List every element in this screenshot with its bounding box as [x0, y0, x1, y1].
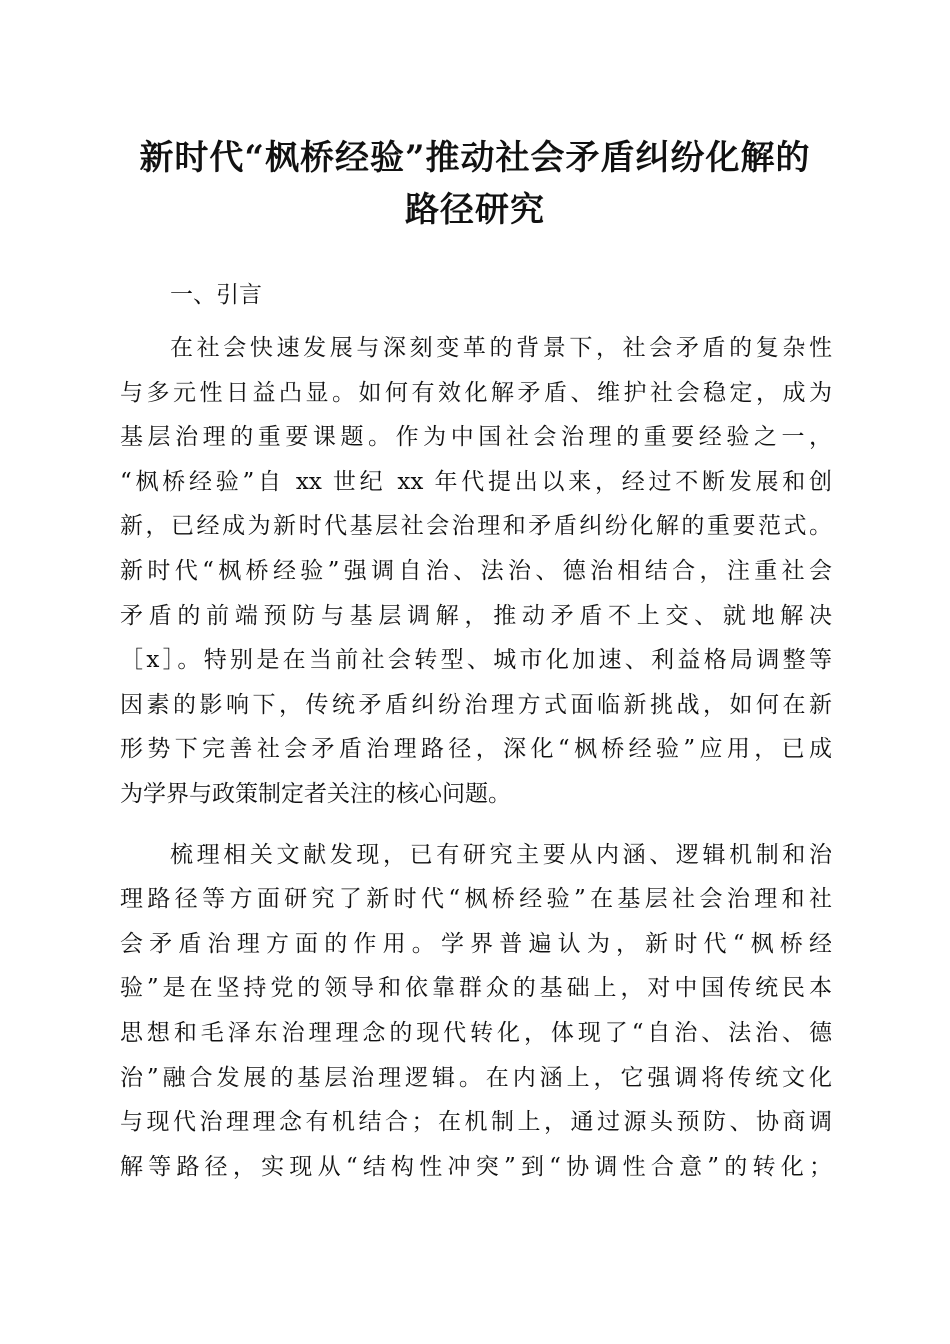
paragraph-line: 解等路径，实现从“结构性冲突”到“协调性合意”的转化； — [120, 1153, 832, 1180]
paragraph-line: 基层治理的重要课题。作为中国社会治理的重要经验之一， — [120, 424, 832, 451]
paragraph-line: 矛盾的前端预防与基层调解，推动矛盾不上交、就地解决 — [120, 602, 832, 629]
title-line-1: 新时代“枫桥经验”推动社会矛盾纠纷化解的 — [139, 138, 811, 178]
paragraph-line: 新时代“枫桥经验”强调自治、法治、德治相结合，注重社会 — [120, 557, 832, 584]
title-line-2: 路径研究 — [405, 190, 545, 230]
paragraph-line: 梳理相关文献发现，已有研究主要从内涵、逻辑机制和治 — [170, 841, 832, 868]
paragraph-line: 会矛盾治理方面的作用。学界普遍认为，新时代“枫桥经 — [120, 930, 832, 957]
paragraph-line: 验”是在坚持党的领导和依靠群众的基础上，对中国传统民本 — [120, 975, 832, 1002]
document-title — [0, 132, 950, 236]
paragraph-line: 形势下完善社会矛盾治理路径，深化“枫桥经验”应用，已成 — [120, 736, 832, 763]
paragraph-line: 为学界与政策制定者关注的核心问题。 — [120, 780, 511, 807]
paragraph-line: 治”融合发展的基层治理逻辑。在内涵上，它强调将传统文化 — [120, 1064, 832, 1091]
paragraph-line: “枫桥经验”自 xx 世纪 xx 年代提出以来，经过不断发展和创 — [120, 468, 832, 495]
paragraph-line: 思想和毛泽东治理理念的现代转化，体现了“自治、法治、德 — [120, 1019, 832, 1046]
paragraph-line: 理路径等方面研究了新时代“枫桥经验”在基层社会治理和社 — [120, 886, 832, 913]
paragraph-2 — [120, 833, 832, 1190]
paragraph-line: 与现代治理理念有机结合；在机制上，通过源头预防、协商调 — [120, 1109, 832, 1136]
paragraph-line: 与多元性日益凸显。如何有效化解矛盾、维护社会稳定，成为 — [120, 379, 832, 406]
document-body — [120, 280, 832, 1205]
paragraph-1 — [120, 326, 832, 817]
section-heading: 一、引言 — [170, 282, 262, 308]
paragraph-line: 在社会快速发展与深刻变革的背景下，社会矛盾的复杂性 — [170, 335, 832, 361]
paragraph-line: 因素的影响下，传统矛盾纠纷治理方式面临新挑战，如何在新 — [120, 691, 832, 718]
paragraph-line: 新，已经成为新时代基层社会治理和矛盾纠纷化解的重要范式。 — [120, 513, 832, 540]
paragraph-line: ［x］。特别是在当前社会转型、城市化加速、利益格局调整等 — [120, 647, 832, 674]
